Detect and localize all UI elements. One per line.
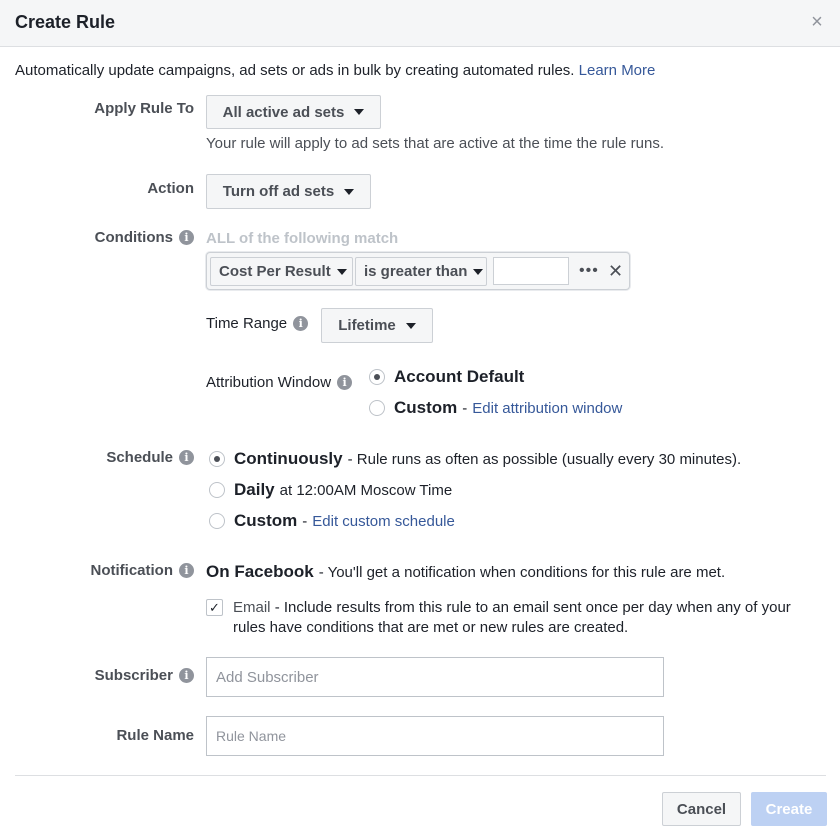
- attribution-window-label: [206, 374, 352, 391]
- time-range-value: Lifetime: [338, 317, 396, 334]
- schedule-option-desc: - Rule runs as often as possible (usually every 30 minutes).: [347, 450, 742, 468]
- intro-text: [15, 62, 655, 79]
- condition-metric-dropdown[interactable]: [210, 257, 353, 286]
- schedule-option-custom[interactable]: [209, 511, 455, 531]
- close-icon[interactable]: ×: [811, 11, 823, 33]
- condition-operator-value: is greater than: [364, 263, 468, 280]
- condition-operator-dropdown[interactable]: [355, 257, 487, 286]
- email-notification-desc: - Include results from this rule to an email sent once per day when any of your rules have conditions that are met or new rules are created.: [233, 599, 791, 636]
- apply-rule-hint: Your rule will apply to ad sets that are active at the time the rule runs.: [206, 135, 665, 152]
- email-notification-label: Email: [233, 599, 271, 616]
- apply-rule-label-text: Apply Rule To: [94, 100, 194, 117]
- time-range-dropdown[interactable]: [321, 308, 433, 343]
- schedule-label: [106, 449, 194, 466]
- action-label-text: Action: [147, 180, 194, 197]
- time-range-label: [206, 315, 308, 332]
- attribution-option-custom[interactable]: [369, 398, 622, 418]
- checkbox-checked-icon[interactable]: ✓: [206, 599, 223, 616]
- remove-condition-icon[interactable]: ✕: [608, 261, 624, 281]
- apply-rule-value: All active ad sets: [222, 103, 345, 121]
- info-icon[interactable]: i: [337, 375, 352, 390]
- more-options-icon[interactable]: •••: [579, 262, 599, 279]
- notification-facebook-label: On Facebook: [206, 562, 314, 581]
- info-icon[interactable]: i: [179, 563, 194, 578]
- caret-down-icon: [473, 269, 483, 275]
- rule-name-label-text: Rule Name: [116, 727, 194, 744]
- info-icon[interactable]: i: [293, 316, 308, 331]
- cancel-button[interactable]: Cancel: [662, 792, 741, 826]
- learn-more-link[interactable]: Learn More: [578, 62, 656, 79]
- schedule-separator: -: [302, 512, 308, 530]
- create-button[interactable]: Create: [751, 792, 827, 826]
- email-notification-text: [233, 598, 826, 638]
- edit-attribution-window-link[interactable]: Edit attribution window: [472, 399, 623, 417]
- dialog-header: [0, 0, 840, 47]
- footer-divider: [15, 775, 826, 776]
- time-range-label-text: Time Range: [206, 315, 288, 332]
- condition-metric-value: Cost Per Result: [219, 263, 331, 280]
- info-icon[interactable]: i: [179, 230, 194, 245]
- info-icon[interactable]: i: [179, 668, 194, 683]
- caret-down-icon: [406, 323, 416, 329]
- attribution-separator: -: [462, 399, 468, 417]
- email-notification-option[interactable]: [206, 598, 826, 638]
- schedule-option-label: Daily: [234, 480, 275, 499]
- radio-icon[interactable]: [369, 400, 385, 416]
- condition-row: [206, 252, 630, 290]
- info-icon[interactable]: i: [179, 450, 194, 465]
- conditions-label-text: Conditions: [94, 229, 173, 246]
- schedule-option-desc: at 12:00AM Moscow Time: [279, 481, 453, 499]
- notification-facebook-desc: - You'll get a notification when conditions for this rule are met.: [318, 563, 726, 581]
- radio-icon[interactable]: [209, 513, 225, 529]
- caret-down-icon: [354, 109, 364, 115]
- attribution-option-label: Custom: [394, 398, 458, 417]
- radio-selected-icon[interactable]: [369, 369, 385, 385]
- attribution-option-default[interactable]: [369, 367, 524, 387]
- apply-rule-label: [94, 100, 194, 117]
- subscriber-label: [95, 667, 194, 684]
- notification-facebook: [206, 562, 725, 582]
- rule-name-label: [116, 727, 194, 744]
- intro-description: Automatically update campaigns, ad sets or ads in bulk by creating automated rules.: [15, 62, 575, 79]
- notification-label-text: Notification: [90, 562, 173, 579]
- attribution-option-label: Account Default: [394, 367, 525, 386]
- notification-label: [91, 562, 195, 579]
- schedule-option-label: Custom: [234, 511, 298, 530]
- caret-down-icon: [344, 189, 354, 195]
- dialog-title: Create Rule: [15, 12, 116, 32]
- radio-selected-icon[interactable]: [209, 451, 225, 467]
- rule-name-input[interactable]: [206, 716, 664, 756]
- action-value: Turn off ad sets: [222, 183, 335, 200]
- schedule-option-daily[interactable]: [209, 480, 452, 500]
- radio-icon[interactable]: [209, 482, 225, 498]
- schedule-option-continuously[interactable]: [209, 449, 741, 469]
- edit-custom-schedule-link[interactable]: Edit custom schedule: [312, 512, 455, 530]
- apply-rule-dropdown[interactable]: [206, 95, 381, 129]
- caret-down-icon: [337, 269, 347, 275]
- attribution-window-label-text: Attribution Window: [206, 374, 332, 391]
- subscriber-input[interactable]: [206, 657, 664, 697]
- schedule-label-text: Schedule: [106, 449, 173, 466]
- schedule-option-label: Continuously: [234, 449, 343, 468]
- action-dropdown[interactable]: [206, 174, 371, 209]
- conditions-label: [95, 229, 194, 246]
- action-label: [147, 180, 194, 197]
- condition-value-input[interactable]: [493, 257, 569, 285]
- conditions-match-text: ALL of the following match: [206, 230, 399, 247]
- subscriber-label-text: Subscriber: [94, 667, 173, 684]
